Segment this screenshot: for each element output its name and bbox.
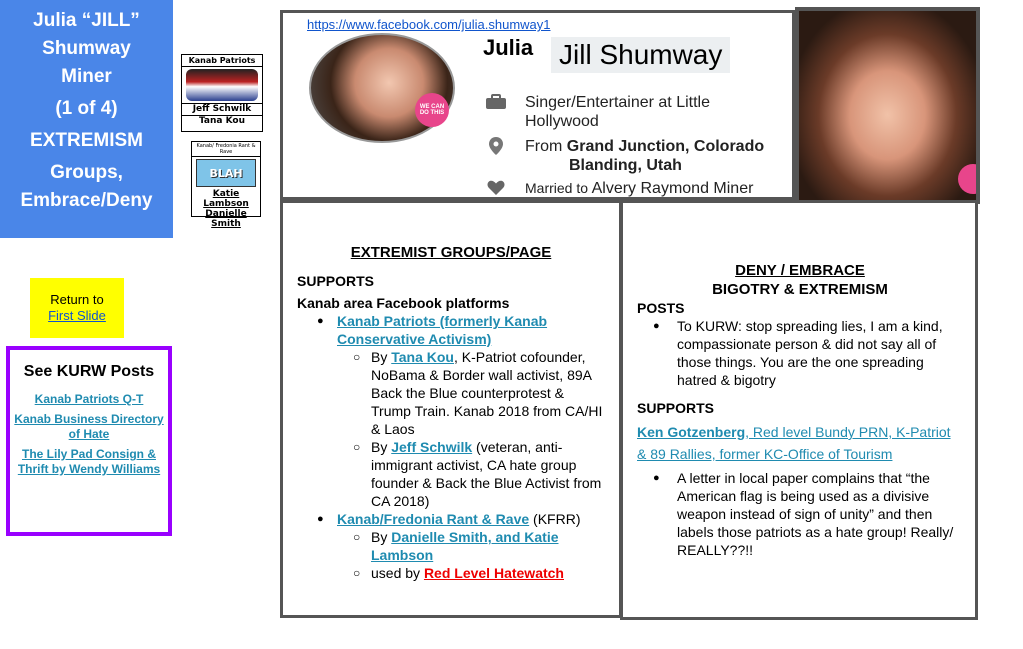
- title-line-7: Embrace/Deny: [20, 190, 153, 211]
- job-text: Singer/Entertainer at Little Hollywood: [525, 94, 710, 130]
- return-label: Return to: [50, 292, 104, 307]
- posts-label: POSTS: [637, 300, 685, 316]
- married-text: [525, 179, 753, 198]
- used-by-label: used by: [371, 565, 421, 581]
- kfrr-logo-name-2: Danielle Smith: [205, 209, 247, 229]
- kfrr-logo: [191, 141, 261, 229]
- title-line-6: Groups,: [50, 162, 123, 183]
- kfrr-logo-name-1: Katie Lambson: [203, 189, 249, 209]
- married-row: [483, 179, 753, 198]
- from-city-2: Blanding, Utah: [569, 157, 682, 174]
- red-level-hatewatch-link[interactable]: Red Level Hatewatch: [423, 565, 564, 581]
- married-to: Alvery Raymond Miner: [591, 180, 754, 197]
- return-box: [30, 278, 124, 338]
- see-kurw-posts-box: [6, 346, 172, 536]
- title-line-5: EXTREMISM: [30, 130, 143, 151]
- danielle-katie-link[interactable]: Danielle Smith, and Katie Lambson: [371, 529, 559, 563]
- profile-avatar: [309, 33, 455, 143]
- facebook-profile-card: [280, 10, 795, 200]
- job-row: [483, 93, 785, 131]
- kurw-link-kanab-patriots[interactable]: Kanab Patriots Q-T: [34, 392, 144, 406]
- briefcase-icon: [483, 93, 509, 111]
- first-slide-link[interactable]: First Slide: [48, 308, 106, 323]
- supports-label-right: SUPPORTS: [637, 400, 715, 416]
- posts-list: [637, 317, 963, 389]
- blah-badge-icon: BLAH: [196, 159, 256, 187]
- kurw-link-lily-pad[interactable]: The Lily Pad Consign & Thrift by Wendy Williams: [17, 447, 161, 476]
- supports-label: SUPPORTS: [297, 273, 375, 289]
- vaccine-badge-icon: WE CAN DO THIS: [415, 93, 449, 127]
- from-city: Grand Junction, Colorado: [566, 138, 765, 155]
- kanab-patriots-logo-name-1: Jeff Schwilk: [182, 103, 262, 115]
- by-label: By: [371, 439, 388, 455]
- portrait-photo: [795, 7, 980, 204]
- ken-gotzenberg-link[interactable]: Ken Gotzenberg: [637, 424, 746, 440]
- title-line-2: Shumway: [42, 38, 131, 59]
- list-item: [297, 510, 605, 528]
- jeff-schwilk-description: (veteran, anti-immigrant activist, CA hate group founder & Back the Blue Activist from CA 2018): [371, 439, 602, 509]
- deny-embrace-panel: [620, 200, 978, 620]
- pink-badge-icon: [958, 164, 980, 194]
- kanab-patriots-logo-name-2: Tana Kou: [182, 115, 262, 127]
- by-label: By: [371, 349, 388, 365]
- tana-kou-link[interactable]: Tana Kou: [391, 349, 454, 365]
- kfrr-logo-header: Kanab/ Fredonia Rant & Rave: [192, 142, 260, 157]
- supports-list: [637, 469, 963, 559]
- platforms-list: [297, 312, 605, 582]
- location-pin-icon: [483, 137, 509, 155]
- kanab-patriots-logo: [181, 54, 263, 132]
- tana-kou-description: , K-Patriot cofounder, NoBama & Border wall activist, 89A Back the Blue counterprotest & Trump Train. Kanab 2018 from CA/HI & Laos: [371, 349, 603, 437]
- see-kurw-heading: See KURW Posts: [23, 363, 155, 380]
- by-label: By: [371, 529, 388, 545]
- extremist-groups-panel: [280, 200, 622, 618]
- title-line-3: Miner: [61, 66, 112, 87]
- list-item: [297, 564, 605, 582]
- heart-icon: [483, 179, 509, 197]
- deny-embrace-heading: DENY / EMBRACE: [735, 262, 865, 279]
- kfrr-suffix: (KFRR): [529, 511, 581, 527]
- profile-name-full: Jill Shumway: [551, 37, 730, 73]
- list-item: ● A letter in local paper complains that “the American flag is being used as a divisive weapon instead of sign of unity” and then labels those patriots as a hate group! Really/ REALLY??!!: [637, 469, 963, 559]
- list-item: [297, 312, 605, 348]
- facebook-url-link[interactable]: https://www.facebook.com/julia.shumway1: [307, 17, 551, 32]
- kfrr-link[interactable]: Kanab/Fredonia Rant & Rave: [337, 511, 530, 527]
- extremist-groups-heading: EXTREMIST GROUPS/PAGE: [350, 244, 552, 261]
- ken-gotzenberg-line: [637, 421, 963, 465]
- profile-name-partial: Julia: [483, 35, 534, 60]
- list-item: [297, 528, 605, 564]
- title-line-4: (1 of 4): [55, 98, 118, 119]
- eagle-flag-icon: [186, 69, 258, 101]
- from-row: [483, 137, 795, 175]
- platforms-label: Kanab area Facebook platforms: [297, 295, 510, 311]
- kanab-patriots-logo-header: Kanab Patriots: [182, 55, 262, 67]
- bigotry-extremism-heading: BIGOTRY & EXTREMISM: [712, 281, 888, 298]
- married-label: Married to: [525, 180, 589, 196]
- list-item: [297, 348, 605, 438]
- from-label: From: [525, 138, 563, 155]
- jeff-schwilk-link[interactable]: Jeff Schwilk: [391, 439, 473, 455]
- kanab-patriots-link[interactable]: Kanab Patriots (formerly Kanab Conservative Activism): [337, 313, 548, 347]
- kurw-link-business-directory[interactable]: Kanab Business Directory of Hate: [14, 412, 164, 441]
- from-text: [525, 137, 795, 175]
- title-line-1: Julia “JILL”: [33, 10, 140, 31]
- title-box: [0, 0, 173, 238]
- list-item: [297, 438, 605, 510]
- list-item: ● To KURW: stop spreading lies, I am a kind, compassionate person & did not say all of those things. You are the one spreading hatred & bigotry: [637, 317, 963, 389]
- ken-gotzenberg-description-link[interactable]: , Red level Bundy PRN, K-Patriot & 89 Rallies, former KC-Office of Tourism: [637, 424, 951, 462]
